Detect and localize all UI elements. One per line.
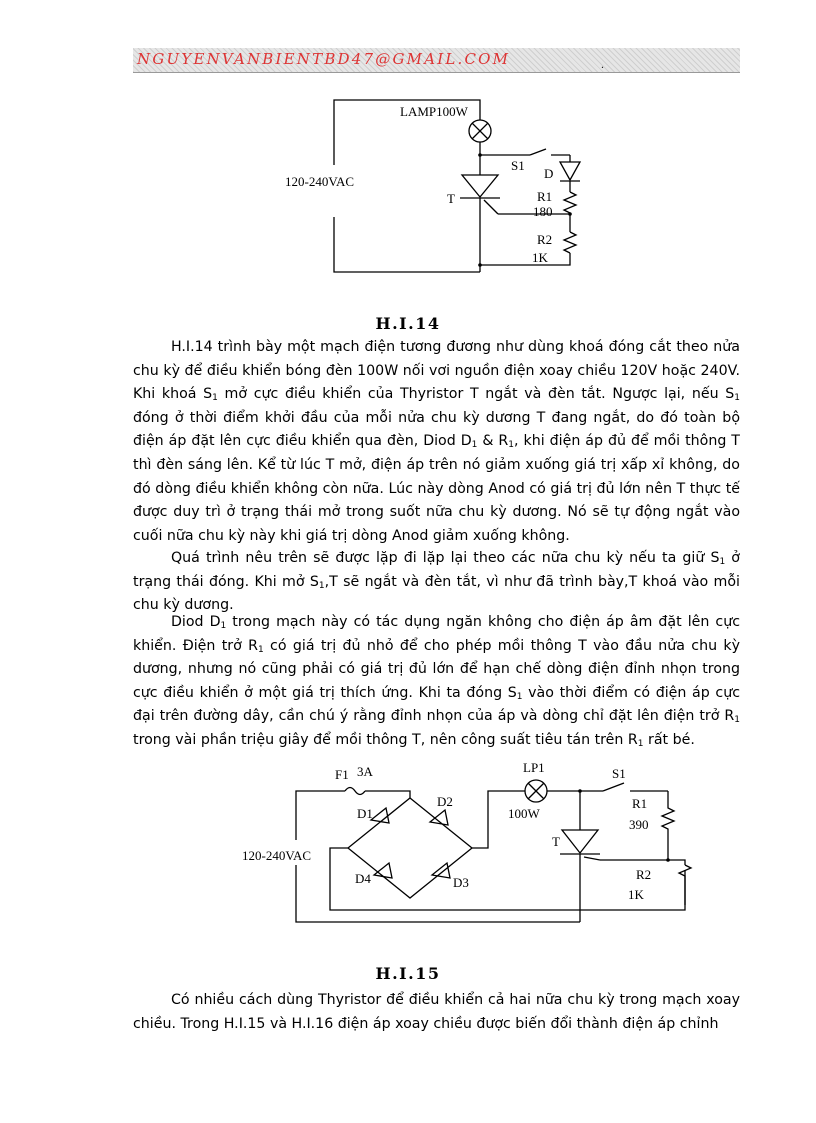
r1-value-label: 180 — [533, 204, 553, 219]
thyristor-symbol — [462, 175, 498, 197]
lamp-label: LAMP100W — [400, 104, 468, 119]
switch-lever — [530, 149, 546, 155]
d1-label: D1 — [357, 806, 373, 821]
figure-1-caption: H.I.14 — [375, 314, 441, 333]
thyristor-label: T — [447, 191, 455, 206]
r2-value-label: 1K — [628, 887, 644, 902]
wire-left-top — [296, 791, 345, 840]
r2-symbol — [564, 232, 576, 253]
switch-label: S1 — [612, 766, 626, 781]
d4-label: D4 — [355, 871, 371, 886]
figure-2-caption: H.I.15 — [375, 964, 441, 983]
r1-name-label: R1 — [632, 796, 648, 811]
r2-name-label: R2 — [537, 232, 553, 247]
paragraph-1: H.I.14 trình bày một mạch điện tương đương như dùng khoá đóng cắt theo nửa chu kỳ để điều khiển bóng đèn 100W nối vơi nguồn điện xoay chiều 120V hoặc 240V. Khi khoá $S_1$ mở cực điều khiển của Thyristor T ngắt và đèn tắt. Ngược lại, nếu $S_1$ đóng ở thời điểm khởi đầu của mỗi nửa chu kỳ dương T đang ngắt, do đó toàn bộ điện áp đặt lên cực điều khiển qua đèn, Diod $D_1$ & $R_1$, khi điện áp đủ để mồi thông T thì đèn sáng lên. Kể từ lúc T mở, điện áp trên nó giảm xuống giá trị xấp xỉ không, do đó dòng điều khiển không còn nữa. Lúc này dòng Anod có giá trị đủ lớn nên T thực tế được duy trì ở trạng thái mở trong suốt nữa chu kỳ dương. Nó sẽ tự động ngắt vào cuối nữa chu kỳ này khi giá trị dòng Anod giảm xuống không. — [133, 339, 740, 544]
header-email: NGUYENVANBIENTBD47@GMAIL.COM — [137, 50, 511, 68]
fuse-symbol — [345, 788, 365, 795]
thyristor-symbol — [562, 830, 598, 853]
r1-symbol — [564, 192, 576, 213]
source-label: 120-240VAC — [242, 848, 312, 863]
lamp-rating-label: 100W — [508, 806, 540, 821]
lamp-label: LP1 — [523, 762, 545, 775]
fuse-rating-label: 3A — [357, 764, 373, 779]
d3-label: D3 — [453, 875, 469, 890]
fuse-label: F1 — [335, 767, 349, 782]
paragraph-4: Có nhiều cách dùng Thyristor để điều khiển cả hai nữa chu kỳ trong mạch xoay chiều. Trong H.I.15 và H.I.16 điện áp xoay chiều được biến đổi thành điện áp chỉnh — [133, 992, 740, 1032]
r1-value-label: 390 — [629, 817, 649, 832]
header-mark: . — [600, 60, 604, 71]
circuit-diagram-1 — [270, 95, 620, 280]
r2-symbol — [679, 865, 691, 905]
circuit-diagram-2 — [235, 762, 695, 932]
diode-label: D — [544, 166, 554, 181]
r2-value-label: 1K — [532, 250, 548, 265]
wire-bottom — [334, 217, 480, 272]
switch-label: S1 — [511, 158, 525, 173]
r1-name-label: R1 — [537, 189, 553, 204]
page-header — [133, 48, 740, 73]
thyristor-label: T — [552, 834, 560, 849]
source-label: 120-240VAC — [285, 174, 355, 189]
diode-symbol — [560, 162, 580, 180]
r1-symbol — [662, 791, 674, 860]
paragraph-2: Quá trình nêu trên sẽ được lặp đi lặp lại theo các nữa chu kỳ nếu ta giữ $S_1$ ở trạng thái đóng. Khi mở $S_1,T$ sẽ ngắt và đèn tắt, vì như đã trình bày,T khoá vào mỗi chu kỳ dương. — [133, 550, 740, 614]
wire-left-bottom — [296, 865, 580, 922]
switch-lever — [603, 783, 624, 791]
d2-label: D2 — [437, 794, 453, 809]
paragraph-3: Diod $D_1$ trong mạch này có tác dụng ngăn không cho điện áp âm đặt lên cực khiển. Điện trở $R_1$ có giá trị đủ nhỏ để cho phép mồi thông T vào đầu nửa chu kỳ dương, nhưng nó cũng phải có giá trị đủ lớn để hạn chế dòng điện đỉnh nhọn trong cực điều khiển ở một giá trị thích ứng. Khi ta đóng $S_1$ vào thời điểm có điện áp cực đại trên đường dây, cần chú ý rằng đỉnh nhọn của áp và dòng chỉ đặt lên điện trở $R_1$ trong vài phần triệu giây để mồi thông T, nên công suất tiêu tán trên $R_1$ rất bé. — [133, 614, 741, 749]
r2-name-label: R2 — [636, 867, 652, 882]
